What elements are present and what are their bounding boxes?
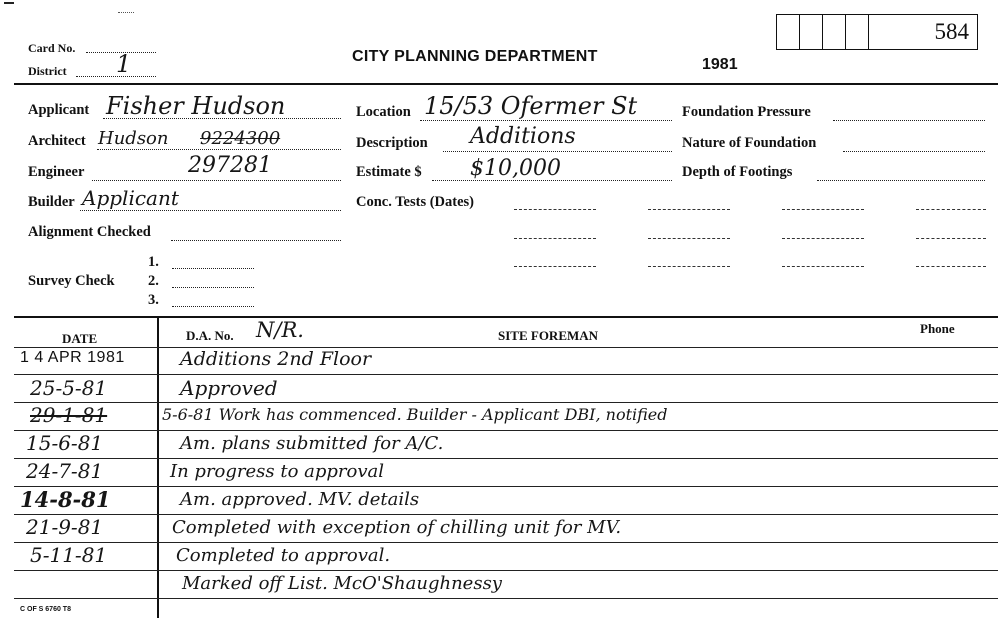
conc-line bbox=[514, 209, 596, 210]
applicant-value: Fisher Hudson bbox=[106, 92, 286, 120]
entry-note: Marked off List. McO'Shaughnessy bbox=[182, 573, 502, 594]
depth-footings-line bbox=[817, 180, 985, 181]
year: 1981 bbox=[702, 56, 738, 73]
foundation-pressure-line bbox=[833, 120, 985, 121]
survey-line-2 bbox=[172, 287, 254, 288]
survey-label: Survey Check bbox=[28, 273, 115, 289]
alignment-line bbox=[171, 240, 341, 241]
row-rule bbox=[14, 458, 998, 459]
location-line bbox=[420, 120, 672, 121]
engineer-value: 297281 bbox=[188, 153, 272, 178]
entry-note: Am. approved. MV. details bbox=[180, 489, 420, 510]
entry-date: 21-9-81 bbox=[26, 515, 104, 539]
entry-note: In progress to approval bbox=[170, 461, 385, 482]
estimate-label: Estimate $ bbox=[356, 164, 422, 180]
entry-date: 15-6-81 bbox=[26, 431, 104, 455]
estimate-value: $10,000 bbox=[470, 156, 561, 181]
phone-header: Phone bbox=[920, 321, 955, 336]
entry-note: Am. plans submitted for A/C. bbox=[180, 433, 444, 454]
row-rule bbox=[14, 514, 998, 515]
survey-num-3: 3. bbox=[148, 292, 159, 308]
card-box-cell bbox=[823, 15, 846, 49]
row-rule bbox=[14, 570, 998, 571]
alignment-label: Alignment Checked bbox=[28, 224, 151, 240]
engineer-line bbox=[92, 180, 341, 181]
department-title: CITY PLANNING DEPARTMENT bbox=[352, 48, 598, 65]
depth-footings-label: Depth of Footings bbox=[682, 164, 793, 180]
entry-date: 14-8-81 bbox=[20, 487, 111, 512]
survey-num-1: 1. bbox=[148, 254, 159, 270]
entry-note: 5-6-81 Work has commenced. Builder - Applicant DBI, notified bbox=[162, 405, 668, 424]
conc-line bbox=[916, 266, 986, 267]
description-value: Additions bbox=[470, 124, 576, 149]
entry-date: 29-1-81 bbox=[30, 403, 108, 427]
da-no-label: D.A. No. bbox=[186, 328, 234, 343]
nature-foundation-label: Nature of Foundation bbox=[682, 135, 817, 151]
survey-line-3 bbox=[172, 306, 254, 307]
date-column-divider bbox=[157, 318, 159, 618]
card-number: 584 bbox=[934, 19, 969, 44]
card-no-label: Card No. bbox=[28, 41, 76, 55]
district-value: 1 bbox=[116, 50, 132, 78]
description-line bbox=[443, 151, 672, 152]
architect-line bbox=[97, 149, 341, 150]
survey-line-1 bbox=[172, 268, 254, 269]
entry-date: 5-11-81 bbox=[30, 543, 108, 567]
conc-line bbox=[782, 238, 864, 239]
card-box-cell bbox=[777, 15, 800, 49]
card-box-cell bbox=[800, 15, 823, 49]
row-rule bbox=[14, 347, 998, 348]
conc-line bbox=[916, 209, 986, 210]
architect-label: Architect bbox=[28, 133, 86, 149]
row-rule bbox=[14, 430, 998, 431]
form-code: C OF S 6760 T8 bbox=[20, 606, 71, 613]
conc-line bbox=[782, 266, 864, 267]
architect-value: Hudson bbox=[98, 128, 169, 149]
nature-foundation-line bbox=[843, 151, 985, 152]
entry-note: Approved bbox=[180, 376, 278, 400]
row-rule bbox=[14, 402, 998, 403]
architect-struck-value: 9224300 bbox=[200, 128, 281, 149]
conc-line bbox=[514, 266, 596, 267]
corner-mark bbox=[4, 2, 14, 7]
date-header: DATE bbox=[62, 331, 98, 346]
site-foreman-header: SITE FOREMAN bbox=[498, 328, 599, 343]
table-top-rule bbox=[14, 316, 998, 318]
location-label: Location bbox=[356, 104, 411, 120]
engineer-label: Engineer bbox=[28, 164, 85, 180]
conc-line bbox=[648, 266, 730, 267]
conc-line bbox=[648, 209, 730, 210]
entry-note: Completed with exception of chilling unit for MV. bbox=[172, 517, 622, 538]
conc-tests-label: Conc. Tests (Dates) bbox=[356, 194, 475, 210]
card-number-box bbox=[776, 14, 978, 50]
da-no-value: N/R. bbox=[256, 318, 304, 342]
builder-label: Builder bbox=[28, 194, 75, 210]
survey-num-2: 2. bbox=[148, 273, 159, 289]
conc-line bbox=[514, 238, 596, 239]
conc-line bbox=[916, 238, 986, 239]
row-rule bbox=[14, 598, 998, 599]
district-label: District bbox=[28, 64, 67, 78]
foundation-pressure-label: Foundation Pressure bbox=[682, 104, 811, 120]
description-label: Description bbox=[356, 135, 428, 151]
location-value: 15/53 Ofermer St bbox=[424, 92, 638, 120]
builder-line bbox=[80, 210, 341, 211]
entry-note: Completed to approval. bbox=[176, 545, 391, 566]
entry-date: 25-5-81 bbox=[30, 376, 108, 400]
entry-date: 1 4 APR 1981 bbox=[20, 349, 125, 366]
applicant-label: Applicant bbox=[28, 102, 90, 118]
row-rule bbox=[14, 542, 998, 543]
builder-value: Applicant bbox=[82, 186, 179, 210]
row-rule bbox=[14, 486, 998, 487]
entry-date: 24-7-81 bbox=[26, 459, 104, 483]
entry-note: Additions 2nd Floor bbox=[180, 348, 372, 370]
row-rule bbox=[14, 374, 998, 375]
card-box-cell bbox=[846, 15, 869, 49]
conc-line bbox=[648, 238, 730, 239]
header-divider bbox=[14, 83, 998, 85]
corner-mark bbox=[118, 12, 134, 19]
conc-line bbox=[782, 209, 864, 210]
